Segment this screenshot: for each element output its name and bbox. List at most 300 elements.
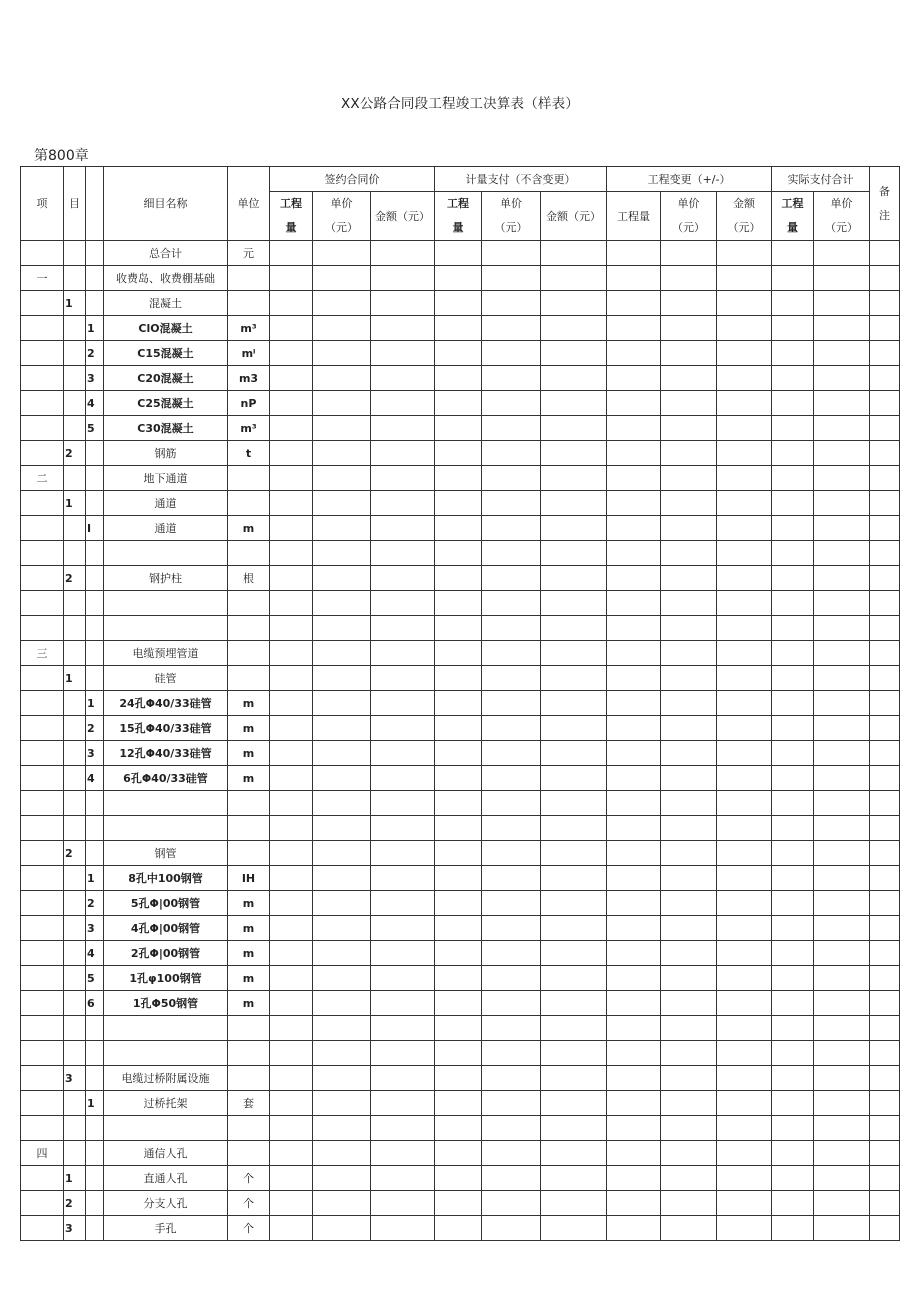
cell-value: [607, 491, 661, 516]
cell-mu: [64, 316, 86, 341]
cell-value: [607, 716, 661, 741]
cell-value: [371, 941, 435, 966]
cell-value: [270, 1141, 313, 1166]
cell-name: 硅管: [104, 666, 228, 691]
cell-value: [541, 1016, 607, 1041]
cell-value: [270, 1041, 313, 1066]
cell-value: [661, 1041, 717, 1066]
cell-value: [870, 516, 900, 541]
cell-value: [371, 291, 435, 316]
table-row: [21, 891, 900, 916]
cell-value: [717, 441, 772, 466]
cell-value: [313, 1041, 371, 1066]
cell-value: [607, 266, 661, 291]
cell-unit: m: [228, 516, 270, 541]
header-price-b: [482, 192, 541, 241]
cell-value: [814, 1166, 870, 1191]
table-row: [21, 366, 900, 391]
cell-value: [814, 941, 870, 966]
cell-xiang: [21, 441, 64, 466]
cell-value: [482, 591, 541, 616]
cell-name: 直通人孔: [104, 1166, 228, 1191]
cell-value: [270, 491, 313, 516]
cell-value: [482, 1091, 541, 1116]
cell-unit: m3: [228, 366, 270, 391]
cell-value: [870, 391, 900, 416]
cell-value: [371, 1141, 435, 1166]
cell-name: ClO混凝土: [104, 316, 228, 341]
cell-xiang: [21, 1041, 64, 1066]
cell-mu: [64, 991, 86, 1016]
cell-value: [870, 841, 900, 866]
cell-value: [541, 891, 607, 916]
cell-value: [870, 916, 900, 941]
cell-unit: m: [228, 741, 270, 766]
cell-value: [270, 691, 313, 716]
cell-value: [607, 916, 661, 941]
cell-value: [270, 391, 313, 416]
cell-value: [313, 1141, 371, 1166]
cell-value: [870, 491, 900, 516]
cell-value: [541, 741, 607, 766]
cell-value: [607, 241, 661, 266]
cell-value: [371, 441, 435, 466]
cell-jie: 3: [86, 366, 104, 391]
cell-value: [541, 541, 607, 566]
cell-value: [772, 841, 814, 866]
cell-xiang: [21, 916, 64, 941]
cell-value: [870, 1116, 900, 1141]
cell-value: [541, 441, 607, 466]
cell-value: [371, 766, 435, 791]
cell-value: [607, 466, 661, 491]
cell-value: [313, 466, 371, 491]
cell-name: 电缆预埋管道: [104, 641, 228, 666]
cell-value: [607, 1091, 661, 1116]
cell-mu: 2: [64, 441, 86, 466]
cell-jie: [86, 666, 104, 691]
cell-value: [870, 1066, 900, 1091]
cell-value: [661, 866, 717, 891]
cell-value: [435, 1166, 482, 1191]
cell-jie: [86, 791, 104, 816]
cell-xiang: [21, 1166, 64, 1191]
cell-value: [717, 541, 772, 566]
cell-unit: m: [228, 966, 270, 991]
cell-value: [313, 741, 371, 766]
cell-value: [313, 941, 371, 966]
cell-value: [814, 891, 870, 916]
cell-value: [607, 291, 661, 316]
cell-value: [661, 741, 717, 766]
cell-name: 15孔Φ40/33硅管: [104, 716, 228, 741]
cell-value: [717, 1116, 772, 1141]
cell-value: [814, 291, 870, 316]
cell-value: [814, 641, 870, 666]
cell-value: [607, 1066, 661, 1091]
cell-value: [371, 741, 435, 766]
cell-name: [104, 791, 228, 816]
cell-value: [435, 1216, 482, 1241]
cell-xiang: [21, 791, 64, 816]
cell-value: [435, 1091, 482, 1116]
cell-value: [607, 966, 661, 991]
cell-value: [482, 666, 541, 691]
cell-unit: [228, 1066, 270, 1091]
cell-value: [435, 416, 482, 441]
cell-value: [870, 641, 900, 666]
cell-xiang: [21, 966, 64, 991]
cell-value: [870, 766, 900, 791]
cell-mu: [64, 1091, 86, 1116]
table-row: [21, 616, 900, 641]
cell-value: [870, 316, 900, 341]
cell-value: [371, 566, 435, 591]
cell-unit: 个: [228, 1191, 270, 1216]
cell-name: 钢管: [104, 841, 228, 866]
header-group-change: 工程变更（+/-）: [607, 167, 772, 192]
cell-value: [717, 241, 772, 266]
table-row: [21, 1041, 900, 1066]
cell-value: [482, 341, 541, 366]
cell-value: [435, 616, 482, 641]
cell-value: [661, 516, 717, 541]
cell-value: [661, 616, 717, 641]
cell-value: [814, 516, 870, 541]
cell-value: [482, 916, 541, 941]
cell-xiang: [21, 416, 64, 441]
cell-value: [435, 666, 482, 691]
cell-value: [717, 366, 772, 391]
cell-value: [313, 516, 371, 541]
cell-value: [607, 366, 661, 391]
cell-value: [661, 841, 717, 866]
cell-value: [435, 1141, 482, 1166]
cell-value: [607, 691, 661, 716]
cell-value: [541, 966, 607, 991]
cell-value: [814, 691, 870, 716]
cell-value: [772, 816, 814, 841]
cell-value: [870, 366, 900, 391]
cell-value: [270, 566, 313, 591]
cell-value: [435, 516, 482, 541]
cell-value: [313, 341, 371, 366]
cell-unit: [228, 1116, 270, 1141]
cell-value: [313, 491, 371, 516]
cell-value: [371, 416, 435, 441]
cell-value: [541, 1216, 607, 1241]
cell-value: [717, 1041, 772, 1066]
cell-xiang: [21, 566, 64, 591]
cell-value: [772, 316, 814, 341]
cell-mu: [64, 466, 86, 491]
cell-jie: [86, 291, 104, 316]
cell-xiang: [21, 716, 64, 741]
cell-name: 6孔Φ40/33硅管: [104, 766, 228, 791]
cell-value: [772, 716, 814, 741]
cell-value: [814, 966, 870, 991]
cell-value: [661, 716, 717, 741]
cell-mu: [64, 616, 86, 641]
cell-value: [435, 566, 482, 591]
cell-unit: mˡ: [228, 341, 270, 366]
cell-value: [482, 441, 541, 466]
cell-value: [435, 366, 482, 391]
cell-value: [541, 766, 607, 791]
cell-value: [607, 541, 661, 566]
cell-xiang: 一: [21, 266, 64, 291]
cell-value: [270, 816, 313, 841]
cell-xiang: [21, 1066, 64, 1091]
cell-value: [541, 816, 607, 841]
cell-value: [270, 891, 313, 916]
cell-value: [661, 991, 717, 1016]
cell-name: 总合计: [104, 241, 228, 266]
cell-value: [313, 391, 371, 416]
cell-xiang: [21, 691, 64, 716]
cell-value: [313, 841, 371, 866]
cell-value: [772, 916, 814, 941]
cell-value: [814, 491, 870, 516]
cell-value: [814, 916, 870, 941]
cell-value: [435, 766, 482, 791]
cell-unit: nP: [228, 391, 270, 416]
cell-jie: 1: [86, 691, 104, 716]
header-qty-a-text: 工程量: [280, 197, 302, 234]
cell-value: [482, 1191, 541, 1216]
cell-unit: [228, 791, 270, 816]
cell-value: [772, 416, 814, 441]
cell-value: [270, 791, 313, 816]
cell-xiang: 四: [21, 1141, 64, 1166]
cell-value: [541, 291, 607, 316]
cell-value: [541, 241, 607, 266]
header-qty-d: [772, 192, 814, 241]
cell-value: [541, 1116, 607, 1141]
cell-value: [607, 766, 661, 791]
header-jie: [86, 167, 104, 241]
cell-unit: m: [228, 716, 270, 741]
table-row: [21, 266, 900, 291]
cell-value: [661, 341, 717, 366]
cell-value: [772, 1191, 814, 1216]
header-xiang: 项: [21, 167, 64, 241]
cell-value: [717, 841, 772, 866]
table-row: [21, 1066, 900, 1091]
cell-jie: 1: [86, 866, 104, 891]
cell-value: [435, 816, 482, 841]
cell-value: [313, 1216, 371, 1241]
cell-value: [270, 541, 313, 566]
cell-value: [541, 466, 607, 491]
cell-value: [661, 391, 717, 416]
cell-value: [661, 1191, 717, 1216]
cell-value: [607, 391, 661, 416]
cell-value: [717, 266, 772, 291]
cell-value: [870, 1091, 900, 1116]
cell-mu: [64, 341, 86, 366]
cell-mu: [64, 816, 86, 841]
cell-value: [717, 416, 772, 441]
cell-value: [371, 316, 435, 341]
header-remark: [870, 167, 900, 241]
cell-xiang: [21, 816, 64, 841]
cell-value: [607, 341, 661, 366]
cell-value: [814, 1116, 870, 1141]
cell-value: [772, 1216, 814, 1241]
cell-jie: 5: [86, 416, 104, 441]
cell-xiang: [21, 991, 64, 1016]
cell-value: [371, 241, 435, 266]
cell-unit: 元: [228, 241, 270, 266]
cell-value: [607, 441, 661, 466]
cell-value: [482, 716, 541, 741]
cell-value: [313, 416, 371, 441]
cell-mu: [64, 941, 86, 966]
cell-mu: [64, 366, 86, 391]
cell-value: [607, 891, 661, 916]
cell-value: [814, 1216, 870, 1241]
cell-name: 钢筋: [104, 441, 228, 466]
cell-value: [541, 1191, 607, 1216]
cell-value: [270, 266, 313, 291]
cell-value: [870, 441, 900, 466]
cell-value: [870, 1191, 900, 1216]
header-amount-a: 金额（元）: [371, 192, 435, 241]
cell-unit: [228, 1016, 270, 1041]
cell-jie: [86, 1216, 104, 1241]
cell-value: [772, 691, 814, 716]
cell-value: [482, 616, 541, 641]
header-price-d: [814, 192, 870, 241]
cell-value: [607, 1116, 661, 1141]
table-row: [21, 316, 900, 341]
cell-jie: [86, 1116, 104, 1141]
table-row: [21, 291, 900, 316]
cell-mu: [64, 1141, 86, 1166]
cell-value: [607, 666, 661, 691]
cell-value: [270, 441, 313, 466]
cell-mu: [64, 641, 86, 666]
cell-value: [661, 691, 717, 716]
cell-value: [717, 866, 772, 891]
cell-unit: 个: [228, 1166, 270, 1191]
table-row: [21, 666, 900, 691]
cell-value: [661, 1091, 717, 1116]
cell-value: [313, 1116, 371, 1141]
cell-value: [870, 291, 900, 316]
cell-jie: [86, 466, 104, 491]
cell-value: [814, 991, 870, 1016]
cell-unit: [228, 1041, 270, 1066]
cell-value: [435, 916, 482, 941]
table-row: [21, 491, 900, 516]
cell-value: [270, 1166, 313, 1191]
cell-value: [717, 616, 772, 641]
cell-xiang: [21, 666, 64, 691]
page-title: XX公路合同段工程竣工决算表（样表）: [340, 96, 580, 112]
cell-mu: [64, 516, 86, 541]
cell-mu: 1: [64, 491, 86, 516]
cell-value: [541, 566, 607, 591]
cell-value: [371, 1216, 435, 1241]
cell-value: [313, 316, 371, 341]
cell-value: [661, 591, 717, 616]
cell-value: [607, 941, 661, 966]
cell-value: [482, 1216, 541, 1241]
cell-value: [371, 816, 435, 841]
cell-value: [814, 591, 870, 616]
header-qty-b: [435, 192, 482, 241]
cell-name: [104, 816, 228, 841]
cell-value: [435, 466, 482, 491]
cell-value: [870, 616, 900, 641]
cell-mu: [64, 241, 86, 266]
cell-value: [435, 941, 482, 966]
cell-value: [661, 241, 717, 266]
cell-value: [482, 791, 541, 816]
cell-value: [313, 1066, 371, 1091]
cell-value: [270, 716, 313, 741]
cell-value: [270, 1016, 313, 1041]
cell-xiang: 二: [21, 466, 64, 491]
cell-xiang: [21, 341, 64, 366]
cell-value: [772, 491, 814, 516]
cell-value: [870, 466, 900, 491]
cell-value: [717, 991, 772, 1016]
cell-jie: [86, 841, 104, 866]
cell-value: [870, 791, 900, 816]
cell-value: [870, 591, 900, 616]
cell-value: [482, 416, 541, 441]
cell-value: [371, 1166, 435, 1191]
cell-value: [772, 466, 814, 491]
cell-value: [482, 841, 541, 866]
cell-value: [541, 866, 607, 891]
cell-value: [607, 1041, 661, 1066]
cell-value: [435, 841, 482, 866]
cell-name: C20混凝土: [104, 366, 228, 391]
cell-value: [270, 616, 313, 641]
cell-value: [541, 316, 607, 341]
table-row: [21, 991, 900, 1016]
cell-value: [772, 616, 814, 641]
cell-value: [772, 1116, 814, 1141]
header-price-b-text: 单价（元）: [494, 197, 528, 234]
cell-value: [435, 491, 482, 516]
cell-value: [607, 316, 661, 341]
cell-value: [870, 566, 900, 591]
cell-value: [313, 1091, 371, 1116]
cell-value: [371, 866, 435, 891]
table-row: [21, 1216, 900, 1241]
cell-jie: [86, 1041, 104, 1066]
cell-value: [814, 266, 870, 291]
cell-value: [870, 866, 900, 891]
cell-value: [270, 1066, 313, 1091]
cell-value: [717, 741, 772, 766]
cell-xiang: [21, 1216, 64, 1241]
cell-value: [661, 1116, 717, 1141]
cell-value: [870, 966, 900, 991]
cell-value: [717, 516, 772, 541]
cell-value: [313, 266, 371, 291]
cell-value: [870, 816, 900, 841]
cell-unit: 根: [228, 566, 270, 591]
cell-value: [870, 941, 900, 966]
cell-value: [482, 541, 541, 566]
cell-jie: [86, 441, 104, 466]
